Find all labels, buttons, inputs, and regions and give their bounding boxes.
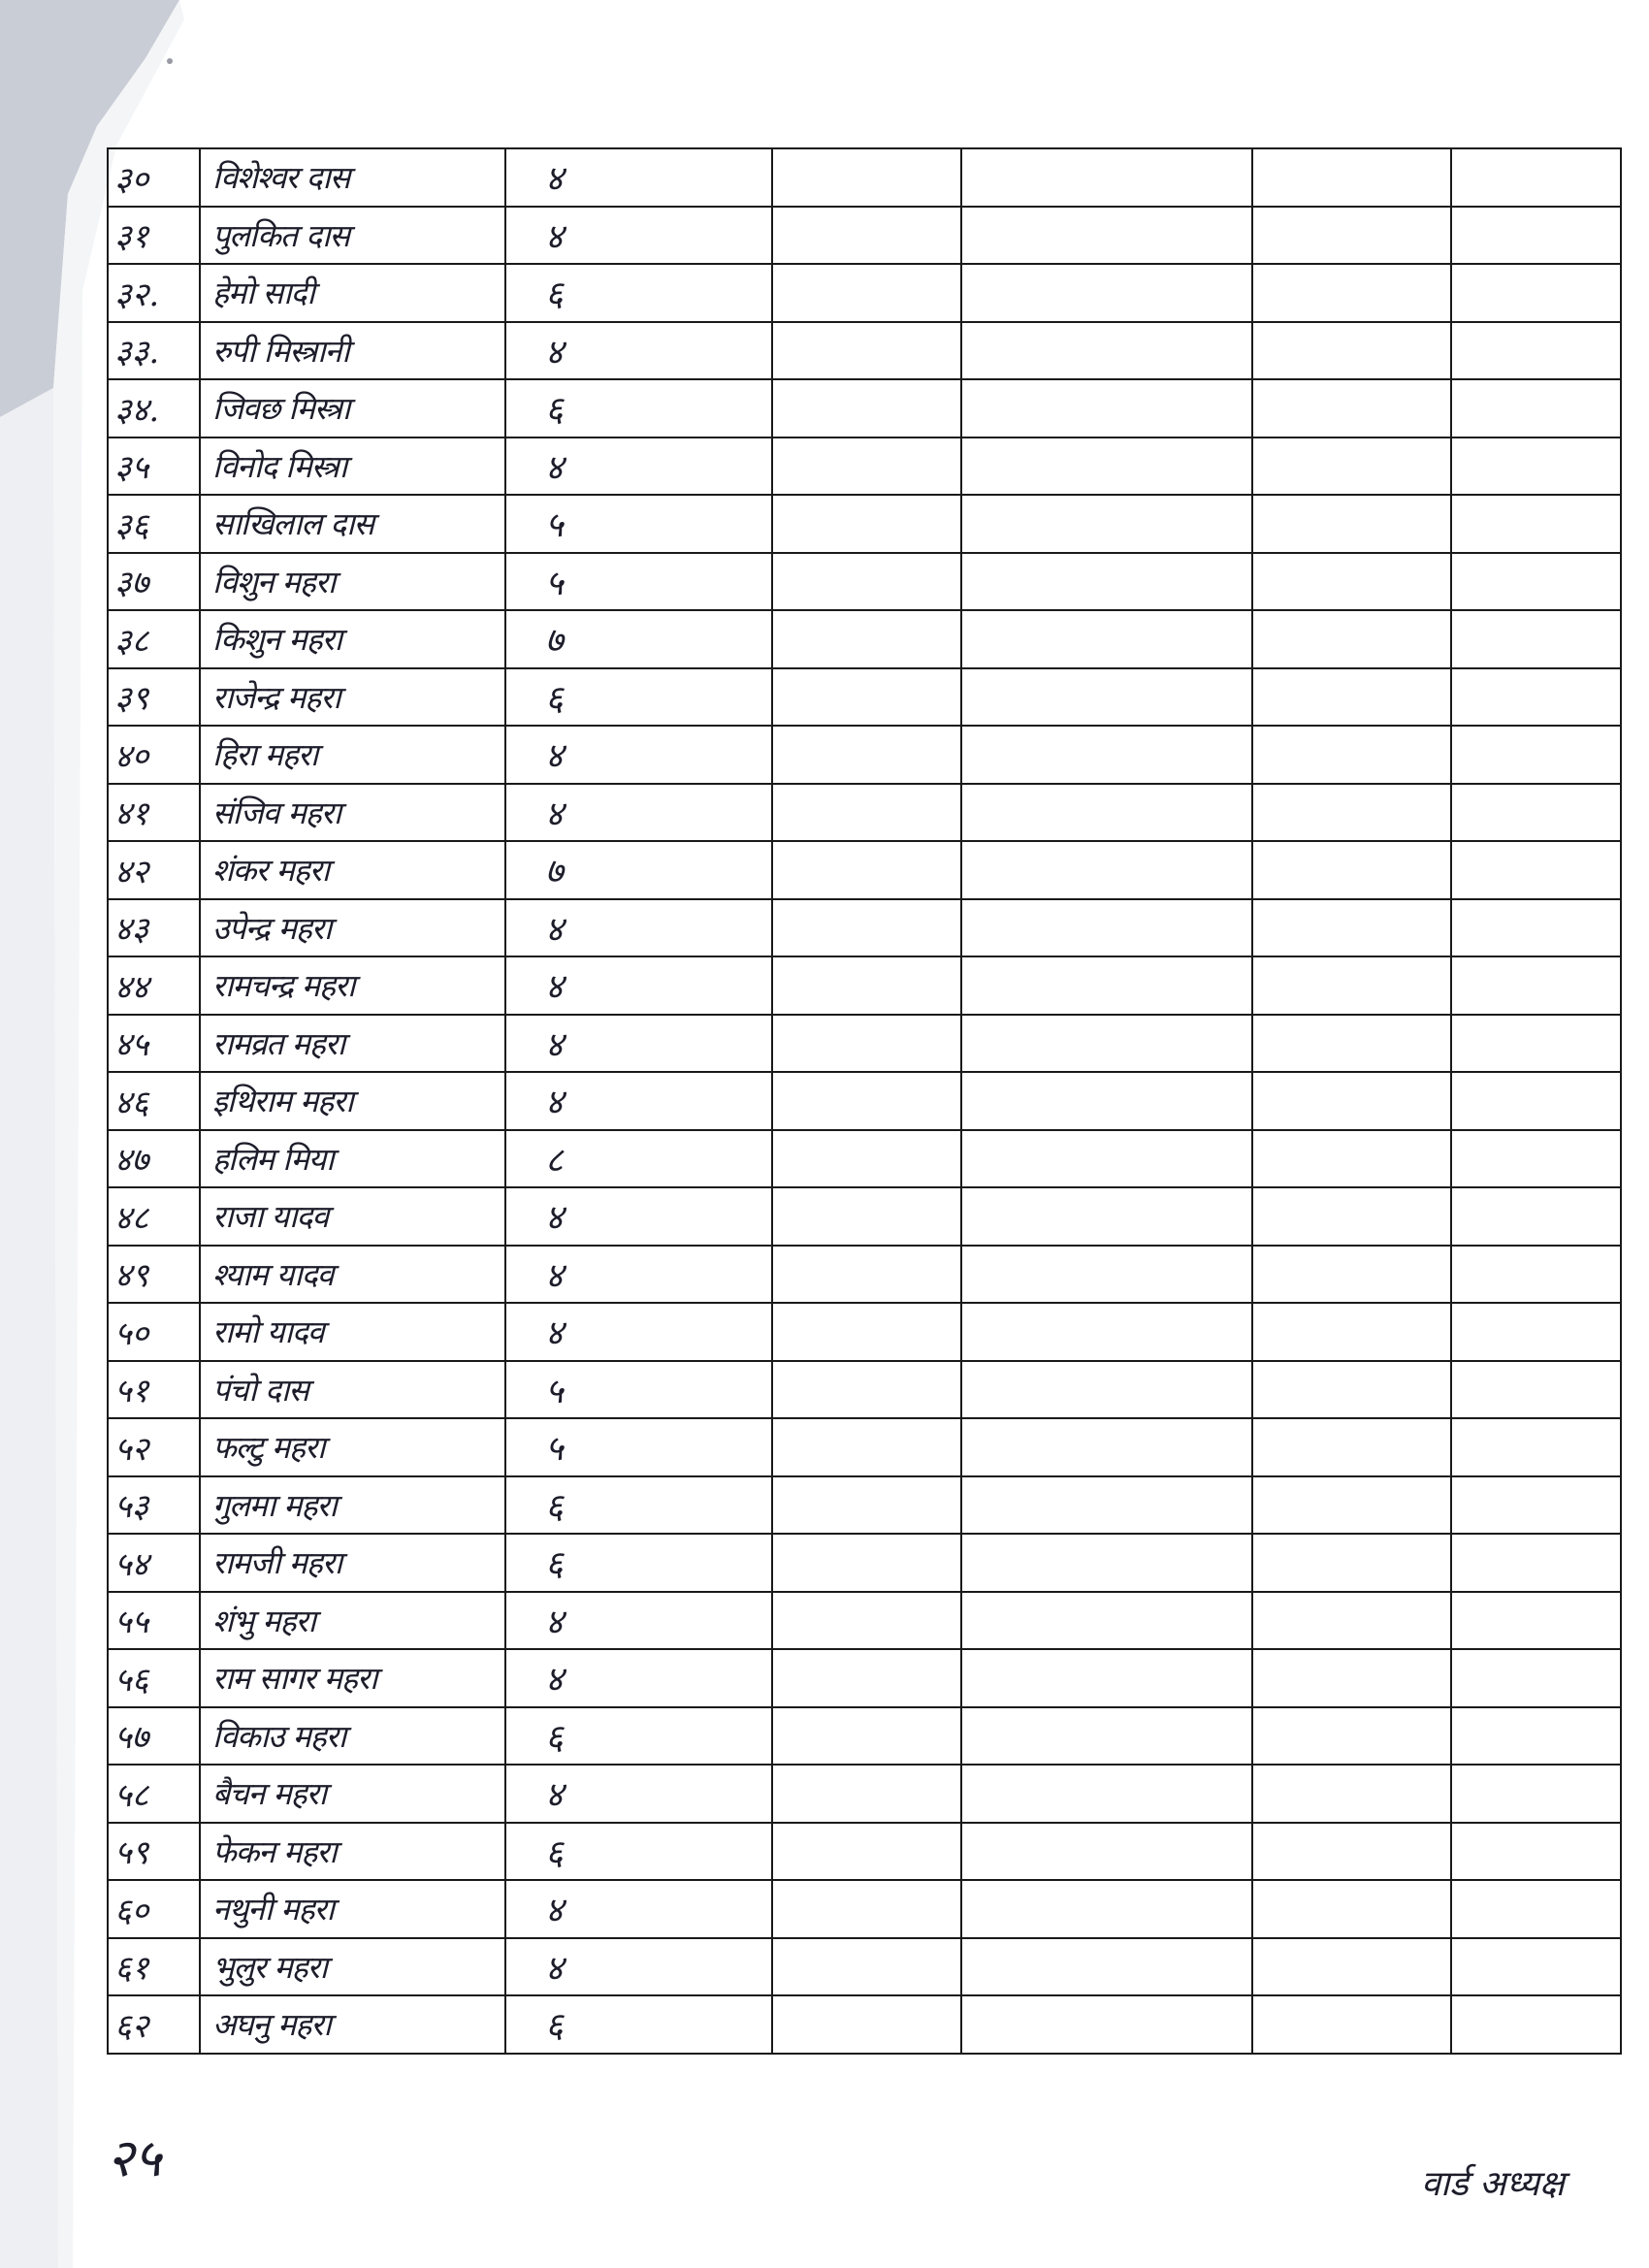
empty-cell xyxy=(1252,1015,1451,1073)
table-row xyxy=(108,1707,1621,1766)
empty-cell xyxy=(961,264,1252,322)
empty-cell xyxy=(961,726,1252,784)
family-count-cell: ४ xyxy=(505,899,772,957)
empty-cell xyxy=(1252,668,1451,727)
family-count-cell: ७ xyxy=(505,841,772,899)
serial-number-cell: ५७ xyxy=(108,1707,200,1766)
name-cell: रामव्रत महरा xyxy=(200,1015,505,1073)
empty-cell xyxy=(1252,322,1451,380)
empty-cell xyxy=(961,956,1252,1015)
table-row xyxy=(108,437,1621,496)
empty-cell xyxy=(961,1995,1252,2054)
table-row xyxy=(108,726,1621,784)
empty-cell xyxy=(772,1823,961,1881)
family-count-cell: ४ xyxy=(505,1072,772,1130)
name-cell: विशेश्वर दास xyxy=(200,148,505,207)
table-row xyxy=(108,207,1621,265)
empty-cell xyxy=(1451,1418,1621,1476)
empty-cell xyxy=(772,1246,961,1304)
stray-dot xyxy=(167,58,173,64)
family-count-cell: ४ xyxy=(505,1765,772,1823)
serial-number-cell: ३३. xyxy=(108,322,200,380)
empty-cell xyxy=(772,207,961,265)
table-row xyxy=(108,1187,1621,1246)
empty-cell xyxy=(772,726,961,784)
serial-number-cell: ४७ xyxy=(108,1130,200,1188)
family-count-cell: ६ xyxy=(505,1707,772,1766)
family-count-cell: ४ xyxy=(505,1880,772,1938)
empty-cell xyxy=(772,1880,961,1938)
table-row xyxy=(108,1072,1621,1130)
empty-cell xyxy=(772,148,961,207)
name-cell: पुलकित दास xyxy=(200,207,505,265)
empty-cell xyxy=(1451,207,1621,265)
name-cell: रुपी मिस्त्रानी xyxy=(200,322,505,380)
table-row xyxy=(108,495,1621,553)
empty-cell xyxy=(1252,495,1451,553)
table-row xyxy=(108,956,1621,1015)
empty-cell xyxy=(1252,1534,1451,1592)
family-count-cell: ४ xyxy=(505,1246,772,1304)
serial-number-cell: ३५ xyxy=(108,437,200,496)
empty-cell xyxy=(1451,379,1621,437)
table-row xyxy=(108,1649,1621,1707)
serial-number-cell: ५२ xyxy=(108,1418,200,1476)
empty-cell xyxy=(1252,207,1451,265)
empty-cell xyxy=(772,1130,961,1188)
name-cell: विशुन महरा xyxy=(200,553,505,611)
empty-cell xyxy=(1252,148,1451,207)
table-row xyxy=(108,1938,1621,1996)
empty-cell xyxy=(1451,956,1621,1015)
empty-cell xyxy=(961,1476,1252,1535)
empty-cell xyxy=(1451,1361,1621,1419)
family-count-cell: ६ xyxy=(505,1476,772,1535)
empty-cell xyxy=(1252,1823,1451,1881)
name-cell: किशुन महरा xyxy=(200,610,505,668)
serial-number-cell: ४१ xyxy=(108,784,200,842)
empty-cell xyxy=(1451,841,1621,899)
empty-cell xyxy=(1451,1823,1621,1881)
empty-cell xyxy=(961,148,1252,207)
family-count-cell: ६ xyxy=(505,1823,772,1881)
serial-number-cell: ३२. xyxy=(108,264,200,322)
empty-cell xyxy=(772,1361,961,1419)
empty-cell xyxy=(961,1592,1252,1650)
table-row xyxy=(108,553,1621,611)
name-cell: विकाउ महरा xyxy=(200,1707,505,1766)
table-row xyxy=(108,610,1621,668)
empty-cell xyxy=(1252,1880,1451,1938)
family-count-cell: ४ xyxy=(505,1938,772,1996)
serial-number-cell: ३६ xyxy=(108,495,200,553)
name-cell: फेकन महरा xyxy=(200,1823,505,1881)
empty-cell xyxy=(1252,553,1451,611)
empty-cell xyxy=(772,1187,961,1246)
family-count-cell: ६ xyxy=(505,379,772,437)
serial-number-cell: ४२ xyxy=(108,841,200,899)
empty-cell xyxy=(961,1130,1252,1188)
table-row xyxy=(108,1303,1621,1361)
table-row xyxy=(108,668,1621,727)
empty-cell xyxy=(1451,264,1621,322)
empty-cell xyxy=(1451,1130,1621,1188)
table-row xyxy=(108,322,1621,380)
empty-cell xyxy=(1451,668,1621,727)
empty-cell xyxy=(961,495,1252,553)
family-count-cell: ५ xyxy=(505,1418,772,1476)
serial-number-cell: ५९ xyxy=(108,1823,200,1881)
serial-number-cell: ५४ xyxy=(108,1534,200,1592)
serial-number-cell: ५१ xyxy=(108,1361,200,1419)
table-row xyxy=(108,264,1621,322)
name-cell: शंकर महरा xyxy=(200,841,505,899)
empty-cell xyxy=(1252,264,1451,322)
empty-cell xyxy=(772,899,961,957)
empty-cell xyxy=(961,1534,1252,1592)
table-row xyxy=(108,1534,1621,1592)
empty-cell xyxy=(1252,1361,1451,1419)
family-count-cell: ६ xyxy=(505,264,772,322)
empty-cell xyxy=(1252,1418,1451,1476)
name-cell: रामो यादव xyxy=(200,1303,505,1361)
empty-cell xyxy=(1252,1765,1451,1823)
empty-cell xyxy=(1451,1995,1621,2054)
empty-cell xyxy=(772,1303,961,1361)
empty-cell xyxy=(961,1880,1252,1938)
empty-cell xyxy=(772,1015,961,1073)
empty-cell xyxy=(1252,1707,1451,1766)
empty-cell xyxy=(1451,1072,1621,1130)
empty-cell xyxy=(1451,1880,1621,1938)
serial-number-cell: ५६ xyxy=(108,1649,200,1707)
empty-cell xyxy=(961,1072,1252,1130)
empty-cell xyxy=(772,956,961,1015)
name-cell: जिवछ मिस्त्रा xyxy=(200,379,505,437)
empty-cell xyxy=(1252,1592,1451,1650)
empty-cell xyxy=(1252,1476,1451,1535)
empty-cell xyxy=(1451,1649,1621,1707)
serial-number-cell: ३७ xyxy=(108,553,200,611)
empty-cell xyxy=(1252,784,1451,842)
empty-cell xyxy=(772,1649,961,1707)
empty-cell xyxy=(1252,1938,1451,1996)
family-count-cell: ५ xyxy=(505,553,772,611)
empty-cell xyxy=(772,1592,961,1650)
serial-number-cell: ३४. xyxy=(108,379,200,437)
serial-number-cell: ५३ xyxy=(108,1476,200,1535)
empty-cell xyxy=(961,1246,1252,1304)
name-cell: साखिलाल दास xyxy=(200,495,505,553)
empty-cell xyxy=(1451,1592,1621,1650)
family-count-cell: ६ xyxy=(505,668,772,727)
empty-cell xyxy=(961,1361,1252,1419)
empty-cell xyxy=(1451,1303,1621,1361)
empty-cell xyxy=(961,1765,1252,1823)
empty-cell xyxy=(961,899,1252,957)
empty-cell xyxy=(961,610,1252,668)
table-row xyxy=(108,1765,1621,1823)
empty-cell xyxy=(961,784,1252,842)
name-cell: उपेन्द्र महरा xyxy=(200,899,505,957)
name-cell: अघनु महरा xyxy=(200,1995,505,2054)
serial-number-cell: ४३ xyxy=(108,899,200,957)
register-table xyxy=(107,147,1622,2055)
name-cell: हेमो सादी xyxy=(200,264,505,322)
serial-number-cell: ३९ xyxy=(108,668,200,727)
serial-number-cell: ६० xyxy=(108,1880,200,1938)
table-row xyxy=(108,1476,1621,1535)
empty-cell xyxy=(1252,1130,1451,1188)
family-count-cell: ४ xyxy=(505,148,772,207)
empty-cell xyxy=(961,1418,1252,1476)
empty-cell xyxy=(772,1534,961,1592)
table-row xyxy=(108,1015,1621,1073)
empty-cell xyxy=(1451,726,1621,784)
empty-cell xyxy=(1451,899,1621,957)
serial-number-cell: ५५ xyxy=(108,1592,200,1650)
family-count-cell: ४ xyxy=(505,207,772,265)
empty-cell xyxy=(1451,1476,1621,1535)
name-cell: राम सागर महरा xyxy=(200,1649,505,1707)
empty-cell xyxy=(1451,1246,1621,1304)
name-cell: राजेन्द्र महरा xyxy=(200,668,505,727)
signature-left: २५ xyxy=(107,2127,162,2188)
empty-cell xyxy=(1451,1765,1621,1823)
table-row xyxy=(108,899,1621,957)
empty-cell xyxy=(1451,610,1621,668)
name-cell: रामचन्द्र महरा xyxy=(200,956,505,1015)
empty-cell xyxy=(961,1823,1252,1881)
empty-cell xyxy=(961,1707,1252,1766)
serial-number-cell: ४८ xyxy=(108,1187,200,1246)
family-count-cell: ४ xyxy=(505,1015,772,1073)
name-cell: राजा यादव xyxy=(200,1187,505,1246)
name-cell: रामजी महरा xyxy=(200,1534,505,1592)
name-cell: हलिम मिया xyxy=(200,1130,505,1188)
table-row xyxy=(108,784,1621,842)
signature-right: वार्ड अध्यक्ष xyxy=(1421,2164,1565,2204)
serial-number-cell: ४५ xyxy=(108,1015,200,1073)
serial-number-cell: ६१ xyxy=(108,1938,200,1996)
serial-number-cell: ५८ xyxy=(108,1765,200,1823)
empty-cell xyxy=(1252,1649,1451,1707)
empty-cell xyxy=(1252,437,1451,496)
family-count-cell: ७ xyxy=(505,610,772,668)
table-row xyxy=(108,1995,1621,2054)
family-count-cell: ५ xyxy=(505,495,772,553)
table-row xyxy=(108,1592,1621,1650)
empty-cell xyxy=(1252,956,1451,1015)
empty-cell xyxy=(1252,1187,1451,1246)
serial-number-cell: ३८ xyxy=(108,610,200,668)
table-row xyxy=(108,841,1621,899)
family-count-cell: ६ xyxy=(505,1534,772,1592)
empty-cell xyxy=(1252,899,1451,957)
empty-cell xyxy=(961,322,1252,380)
serial-number-cell: ५० xyxy=(108,1303,200,1361)
name-cell: फल्टु महरा xyxy=(200,1418,505,1476)
empty-cell xyxy=(961,1649,1252,1707)
empty-cell xyxy=(961,207,1252,265)
empty-cell xyxy=(961,1303,1252,1361)
serial-number-cell: ४९ xyxy=(108,1246,200,1304)
family-count-cell: ४ xyxy=(505,726,772,784)
empty-cell xyxy=(961,379,1252,437)
empty-cell xyxy=(961,841,1252,899)
empty-cell xyxy=(1451,437,1621,496)
name-cell: इथिराम महरा xyxy=(200,1072,505,1130)
family-count-cell: ४ xyxy=(505,437,772,496)
empty-cell xyxy=(1451,553,1621,611)
empty-cell xyxy=(1252,1246,1451,1304)
name-cell: पंचो दास xyxy=(200,1361,505,1419)
empty-cell xyxy=(772,1418,961,1476)
name-cell: श्याम यादव xyxy=(200,1246,505,1304)
table-row xyxy=(108,148,1621,207)
serial-number-cell: ४६ xyxy=(108,1072,200,1130)
empty-cell xyxy=(772,1476,961,1535)
table-row xyxy=(108,1823,1621,1881)
family-count-cell: ४ xyxy=(505,784,772,842)
empty-cell xyxy=(961,1938,1252,1996)
empty-cell xyxy=(961,668,1252,727)
family-count-cell: ८ xyxy=(505,1130,772,1188)
name-cell: नथुनी महरा xyxy=(200,1880,505,1938)
name-cell: संजिव महरा xyxy=(200,784,505,842)
empty-cell xyxy=(1451,322,1621,380)
serial-number-cell: ४० xyxy=(108,726,200,784)
table-row xyxy=(108,1246,1621,1304)
empty-cell xyxy=(1252,726,1451,784)
name-cell: बैचन महरा xyxy=(200,1765,505,1823)
empty-cell xyxy=(1252,379,1451,437)
empty-cell xyxy=(772,668,961,727)
empty-cell xyxy=(772,1765,961,1823)
family-count-cell: ४ xyxy=(505,322,772,380)
empty-cell xyxy=(772,379,961,437)
serial-number-cell: ३० xyxy=(108,148,200,207)
family-count-cell: ४ xyxy=(505,1303,772,1361)
empty-cell xyxy=(772,495,961,553)
empty-cell xyxy=(961,1015,1252,1073)
family-count-cell: ६ xyxy=(505,1995,772,2054)
empty-cell xyxy=(961,437,1252,496)
empty-cell xyxy=(1451,1938,1621,1996)
family-count-cell: ४ xyxy=(505,956,772,1015)
empty-cell xyxy=(1252,841,1451,899)
empty-cell xyxy=(1252,610,1451,668)
empty-cell xyxy=(772,437,961,496)
empty-cell xyxy=(1451,1707,1621,1766)
empty-cell xyxy=(772,553,961,611)
empty-cell xyxy=(772,1707,961,1766)
family-count-cell: ४ xyxy=(505,1592,772,1650)
table-row xyxy=(108,379,1621,437)
serial-number-cell: ४४ xyxy=(108,956,200,1015)
empty-cell xyxy=(961,1187,1252,1246)
register-body xyxy=(108,148,1621,2054)
serial-number-cell: ६२ xyxy=(108,1995,200,2054)
empty-cell xyxy=(1451,784,1621,842)
empty-cell xyxy=(961,553,1252,611)
serial-number-cell: ३१ xyxy=(108,207,200,265)
empty-cell xyxy=(772,1995,961,2054)
empty-cell xyxy=(772,1938,961,1996)
empty-cell xyxy=(772,841,961,899)
empty-cell xyxy=(772,322,961,380)
name-cell: शंभु महरा xyxy=(200,1592,505,1650)
empty-cell xyxy=(1252,1072,1451,1130)
empty-cell xyxy=(772,784,961,842)
empty-cell xyxy=(1252,1303,1451,1361)
table-row xyxy=(108,1130,1621,1188)
family-count-cell: ४ xyxy=(505,1187,772,1246)
name-cell: हिरा महरा xyxy=(200,726,505,784)
empty-cell xyxy=(1451,1015,1621,1073)
empty-cell xyxy=(772,264,961,322)
empty-cell xyxy=(1252,1995,1451,2054)
empty-cell xyxy=(1451,1187,1621,1246)
empty-cell xyxy=(1451,495,1621,553)
name-cell: गुलमा महरा xyxy=(200,1476,505,1535)
empty-cell xyxy=(1451,1534,1621,1592)
empty-cell xyxy=(772,1072,961,1130)
empty-cell xyxy=(772,610,961,668)
table-row xyxy=(108,1418,1621,1476)
name-cell: विनोद मिस्त्रा xyxy=(200,437,505,496)
family-count-cell: ४ xyxy=(505,1649,772,1707)
table-row xyxy=(108,1361,1621,1419)
empty-cell xyxy=(1451,148,1621,207)
name-cell: भुलुर महरा xyxy=(200,1938,505,1996)
table-row xyxy=(108,1880,1621,1938)
family-count-cell: ५ xyxy=(505,1361,772,1419)
